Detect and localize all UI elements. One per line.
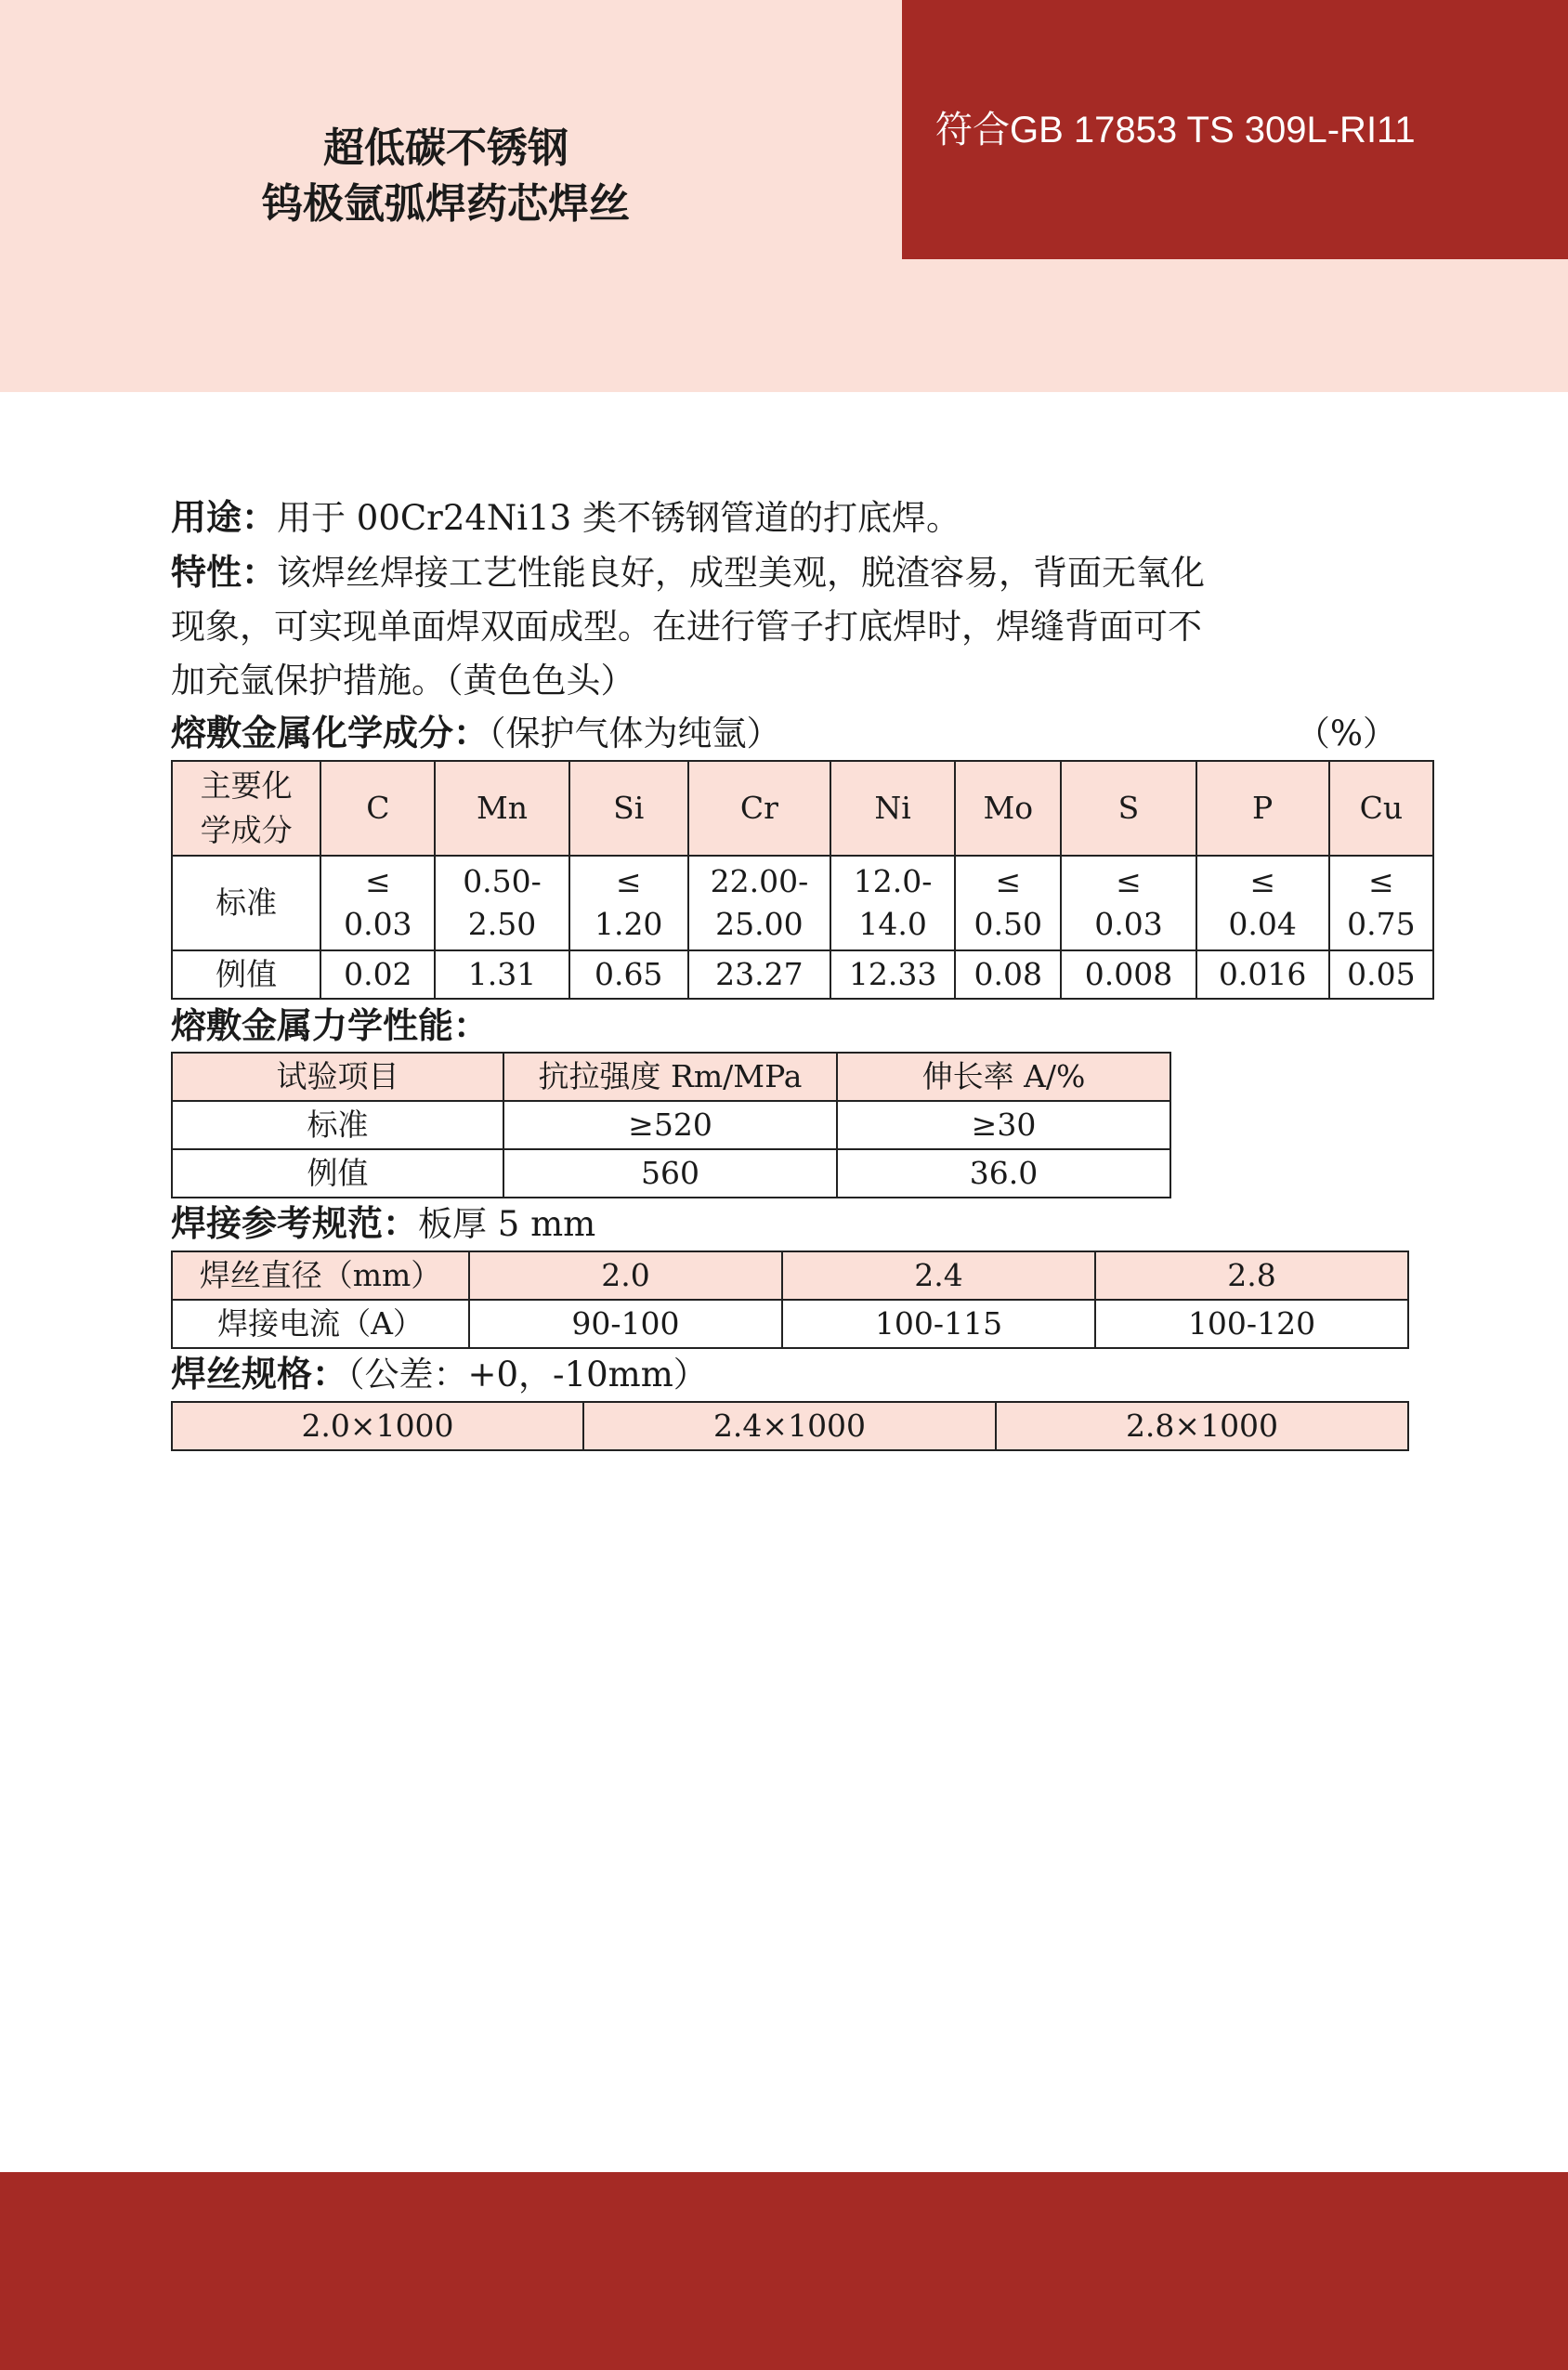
element-cell: Mo [955,761,1061,856]
spec-cell: 2.4×1000 [583,1402,996,1450]
element-cell: S [1061,761,1196,856]
current-cell: 100-120 [1095,1300,1408,1348]
current-cell: 100-115 [782,1300,1095,1348]
spec-cell: 2.8×1000 [996,1402,1408,1450]
standard-cell: ≤ 0.75 [1329,856,1433,950]
row-label: 例值 [172,950,320,999]
example-cell: 23.27 [688,950,830,999]
chemical-example-row [172,950,1433,999]
example-cell: 0.65 [569,950,688,999]
standard-cell: 22.00- 25.00 [688,856,830,950]
chemical-header-cell: 主要化 学成分 [172,761,320,856]
element-cell: C [320,761,435,856]
specs-note: （公差：+0，-10mm） [347,1355,708,1395]
diameter-cell: 2.8 [1095,1251,1408,1300]
welding-label: 焊接参考规范： [171,1203,419,1244]
usage-text: 用于 00Cr24Ni13 类不锈钢管道的打底焊。 [277,498,960,538]
diameter-cell: 2.0 [469,1251,782,1300]
chemical-header-row [172,761,1433,856]
specs-heading [171,1349,1416,1401]
element-cell: P [1196,761,1329,856]
row-label: 焊丝直径（mm） [172,1251,469,1300]
example-cell: 0.016 [1196,950,1329,999]
row-label: 标准 [172,1101,503,1149]
example-cell: 0.02 [320,950,435,999]
row-label: 焊接电流（A） [172,1300,469,1348]
mechanical-cell: 560 [503,1149,837,1198]
standard-cell: ≤ 0.50 [955,856,1061,950]
standard-cell: ≤ 0.04 [1196,856,1329,950]
example-cell: 1.31 [435,950,568,999]
standard-cell: ≤ 0.03 [1061,856,1196,950]
element-cell: Cr [688,761,830,856]
chemical-unit: （%） [1295,714,1397,753]
chemical-note: （保护气体为纯氩） [489,714,781,753]
example-cell: 0.08 [955,950,1061,999]
mechanical-heading [171,1000,1416,1052]
product-title-line1: 超低碳不锈钢 [323,124,568,172]
footer-band [0,2172,1568,2370]
diameter-cell: 2.4 [782,1251,1095,1300]
usage-label: 用途： [171,497,278,538]
element-cell: Mn [435,761,568,856]
standard-box [902,0,1568,259]
features-line1: 该焊丝焊接工艺性能良好，成型美观，脱渣容易，背面无氧化 [277,553,1206,593]
chemical-standard-row [172,856,1433,950]
diameter-row [172,1251,1408,1300]
specs-label: 焊丝规格： [171,1354,348,1395]
mechanical-label: 熔敷金属力学性能： [171,1005,490,1046]
mechanical-header-cell: 抗拉强度 Rm/MPa [503,1053,837,1101]
usage-paragraph [171,491,1416,545]
mechanical-standard-row [172,1101,1170,1149]
element-cell: Cu [1329,761,1433,856]
current-row [172,1300,1408,1348]
chemical-heading [171,708,1416,760]
standard-cell: 12.0- 14.0 [830,856,955,950]
standard-cell: ≤ 0.03 [320,856,435,950]
example-cell: 0.05 [1329,950,1433,999]
specs-row [172,1402,1408,1450]
mechanical-header-cell: 伸长率 A/% [837,1053,1170,1101]
mechanical-cell: ≥30 [837,1101,1170,1149]
element-cell: Ni [830,761,955,856]
specs-table [171,1401,1409,1451]
welding-heading [171,1198,1416,1250]
product-title-line2: 钨极氩弧焊药芯焊丝 [262,180,630,228]
current-cell: 90-100 [469,1300,782,1348]
standard-cell: ≤ 1.20 [569,856,688,950]
features-paragraph [171,545,1416,708]
example-cell: 0.008 [1061,950,1196,999]
standard-text: 符合GB 17853 TS 309L-RI11 [935,110,1416,151]
mechanical-cell: 36.0 [837,1149,1170,1198]
welding-note: 板厚 5 mm [418,1204,596,1244]
element-cell: Si [569,761,688,856]
features-label: 特性： [171,552,278,593]
example-cell: 12.33 [830,950,955,999]
mechanical-header-row [172,1053,1170,1101]
mechanical-example-row [172,1149,1170,1198]
spec-cell: 2.0×1000 [172,1402,583,1450]
mechanical-table [171,1052,1171,1198]
chemical-label: 熔敷金属化学成分： [171,713,490,753]
features-line2: 现象，可实现单面焊双面成型。在进行管子打底焊时，焊缝背面可不 [171,607,1202,647]
row-label: 例值 [172,1149,503,1198]
features-line3: 加充氩保护措施。（黄色色头） [171,661,635,701]
product-title [167,121,725,232]
welding-table [171,1250,1409,1349]
standard-cell: 0.50- 2.50 [435,856,568,950]
document-content [171,491,1416,1451]
chemical-table [171,760,1434,1000]
mechanical-cell: ≥520 [503,1101,837,1149]
mechanical-header-cell: 试验项目 [172,1053,503,1101]
row-label: 标准 [172,856,320,950]
